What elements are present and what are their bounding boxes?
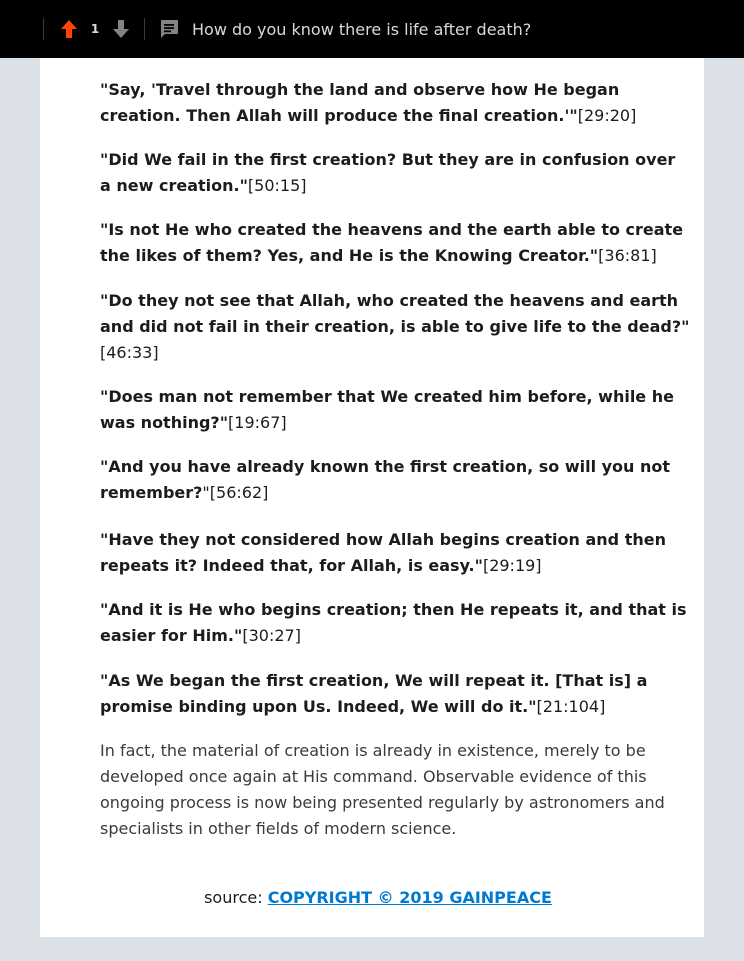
header-divider [43, 18, 44, 40]
verse-reference: "[56:62] [202, 483, 269, 502]
quote-block [100, 597, 690, 649]
quote-block [100, 527, 690, 579]
arrow-up-icon [60, 19, 78, 39]
quote-text: "Have they not considered how Allah begins creation and then repeats it? Indeed that, for Allah, is easy." [100, 530, 666, 575]
verse-reference: [36:81] [598, 246, 657, 265]
quote-block [100, 147, 690, 199]
quote-text: "As We began the first creation, We will repeat it. [That is] a promise binding upon Us. Indeed, We will do it." [100, 671, 648, 716]
quote-block [100, 384, 690, 436]
quote-text: "Say, 'Travel through the land and observe how He began creation. Then Allah will produce the final creation.'" [100, 80, 620, 125]
verse-reference: [30:27] [242, 626, 301, 645]
quote-text: "Do they not see that Allah, who created the heavens and earth and did not fail in their creation, is able to give life to the dead?" [100, 291, 690, 336]
downvote-button[interactable] [108, 16, 134, 42]
source-link[interactable]: COPYRIGHT © 2019 GAINPEACE [267, 888, 552, 907]
quote-block [100, 454, 690, 506]
verse-reference: [29:19] [482, 556, 542, 575]
verse-reference: [19:67] [228, 413, 287, 432]
source-label: source: [204, 888, 268, 907]
quote-block [100, 217, 690, 269]
post-header-bar [0, 0, 744, 58]
quote-text: "And it is He who begins creation; then He repeats it, and that is easier for Him." [100, 600, 687, 645]
quote-text: "And you have already known the first creation, so will you not remember? [100, 457, 671, 502]
comments-button[interactable] [156, 16, 182, 42]
vote-score: 1 [90, 22, 100, 36]
verse-reference: [50:15] [247, 176, 307, 195]
quote-text: "Is not He who created the heavens and the earth able to create the likes of them? Yes, and He is the Knowing Creator." [100, 220, 684, 265]
arrow-down-icon [112, 19, 130, 39]
quote-block [100, 77, 690, 129]
source-line [100, 888, 656, 907]
body-paragraph: In fact, the material of creation is already in existence, merely to be developed once again at His command. Observable evidence of this ongoing process is now being presented regularly by astronomers and specialists in other fields of modern science. [100, 741, 665, 838]
comment-icon [158, 18, 180, 40]
quote-text: "Does man not remember that We created him before, while he was nothing?" [100, 387, 674, 432]
upvote-button[interactable] [56, 16, 82, 42]
verse-reference: [29:20] [577, 106, 637, 125]
quote-text: "Did We fail in the first creation? But they are in confusion over a new creation." [100, 150, 676, 195]
quote-block [100, 288, 690, 366]
quote-block [100, 668, 690, 720]
verse-reference: [46:33] [100, 343, 159, 362]
verse-reference: [21:104] [536, 697, 606, 716]
post-title[interactable]: How do you know there is life after death? [192, 19, 532, 39]
header-divider [144, 18, 145, 40]
